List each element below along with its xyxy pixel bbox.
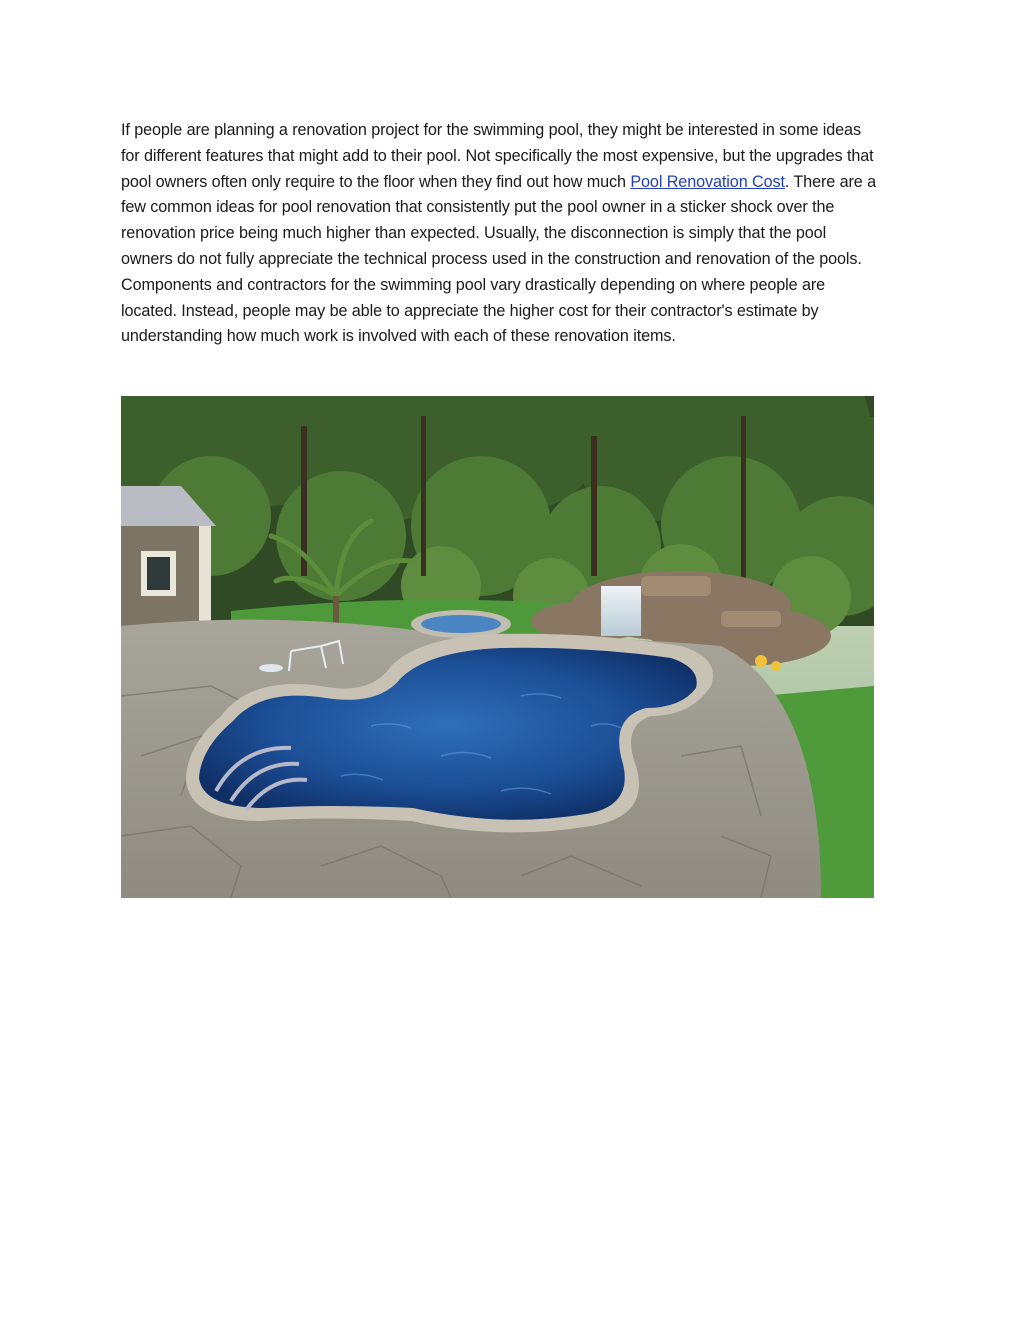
pool-renovation-cost-link[interactable]: Pool Renovation Cost [630,172,785,191]
paragraph-text-before-link: If people are planning a renovation project for the swimming pool, they might be interested in some ideas for different features that might add to their pool. Not specifically the most expensive, but the upgrades that pool owners often only require to the floor when they find out how much [121,121,874,191]
pool-photo-illustration [121,396,874,898]
body-paragraph [121,118,881,350]
paragraph-text-after-link: . There are a few common ideas for pool renovation that consistently put the pool owner in a sticker shock over the renovation price being much higher than expected. Usually, the disconnection is simply that the pool owners do not fully appreciate the technical process used in the construction and renovation of the pools. Components and contractors for the swimming pool vary drastically depending on where people are located. Instead, people may be able to appreciate the higher cost for their contractor's estimate by understanding how much work is involved with each of these renovation items. [121,172,876,346]
pool-photo [121,396,874,898]
